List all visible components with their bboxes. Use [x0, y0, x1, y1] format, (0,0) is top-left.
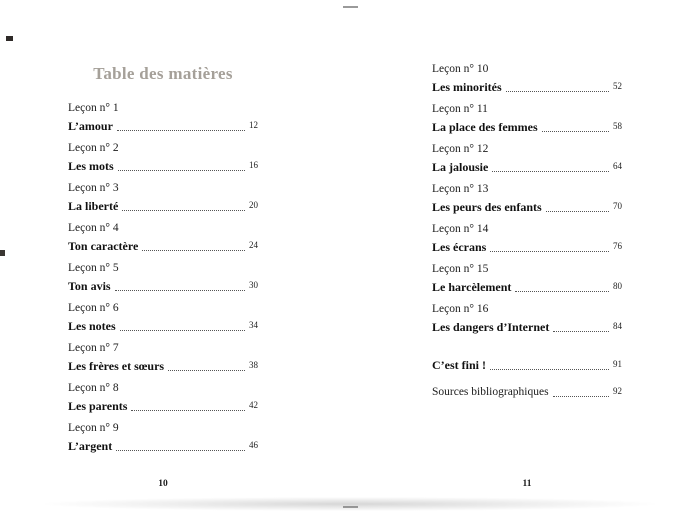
dotted-leader: [553, 331, 609, 332]
toc-entry: [432, 182, 622, 215]
toc-entry-lesson-label: Leçon n° 14: [432, 223, 489, 235]
toc-extra-page-number: 92: [613, 386, 622, 396]
dotted-leader: [117, 130, 245, 131]
toc-entry: [68, 181, 258, 214]
toc-entry-title: La place des femmes: [432, 120, 538, 134]
toc-entry-lesson-label: Leçon n° 3: [68, 182, 119, 194]
left-page-folio: 10: [158, 479, 168, 489]
toc-entry-page-number: 52: [613, 81, 622, 91]
dotted-leader: [492, 171, 609, 172]
toc-entry-page-number: 42: [249, 400, 258, 410]
toc-extra-title: Sources bibliographiques: [432, 386, 549, 398]
toc-entry-title: Ton caractère: [68, 239, 139, 253]
right-page-folio: 11: [522, 479, 532, 489]
toc-title: Table des matières: [93, 64, 233, 83]
toc-entry-title: Les mots: [68, 159, 114, 173]
dotted-leader: [553, 396, 609, 397]
dotted-leader: [506, 91, 609, 92]
toc-entry-title: L’amour: [68, 119, 113, 133]
toc-entry: [68, 101, 258, 134]
toc-entry-lesson-label: Leçon n° 10: [432, 63, 489, 75]
toc-entry-lesson-label: Leçon n° 8: [68, 382, 119, 394]
toc-entry-title: L’argent: [68, 439, 113, 453]
dotted-leader: [131, 410, 245, 411]
toc-entry: [432, 222, 622, 255]
toc-entry-lesson-label: Leçon n° 7: [68, 342, 119, 354]
toc-entry-title: Les minorités: [432, 80, 502, 94]
dotted-leader: [490, 369, 609, 370]
toc-entry-page-number: 70: [613, 201, 622, 211]
toc-entry-page-number: 24: [249, 240, 258, 250]
dotted-leader: [115, 290, 245, 291]
dotted-leader: [546, 211, 609, 212]
toc-entry-lesson-label: Leçon n° 4: [68, 222, 119, 234]
dotted-leader: [116, 450, 245, 451]
right-page-extras: [432, 357, 622, 411]
toc-entry: [68, 141, 258, 174]
toc-entry-page-number: 38: [249, 360, 258, 370]
toc-entry-lesson-label: Leçon n° 12: [432, 143, 489, 155]
toc-entry-page-number: 58: [613, 121, 622, 131]
toc-entry: [68, 341, 258, 374]
toc-entry-lesson-label: Leçon n° 9: [68, 422, 119, 434]
dotted-leader: [120, 330, 245, 331]
dotted-leader: [142, 250, 245, 251]
toc-entry-page-number: 80: [613, 281, 622, 291]
left-page: [68, 0, 258, 513]
toc-entry: [68, 421, 258, 454]
toc-entry-lesson-label: Leçon n° 1: [68, 102, 119, 114]
dotted-leader: [122, 210, 245, 211]
toc-entry-title: Les parents: [68, 399, 128, 413]
toc-entry-page-number: 46: [249, 440, 258, 450]
toc-entry: [432, 62, 622, 95]
toc-entry: [432, 142, 622, 175]
toc-entry-lesson-label: Leçon n° 11: [432, 103, 488, 115]
toc-entry: [432, 262, 622, 295]
toc-extra-title: C’est fini !: [432, 358, 486, 372]
toc-entry: [432, 302, 622, 335]
toc-entry-title: Les dangers d’Internet: [432, 320, 550, 334]
toc-entry-page-number: 76: [613, 241, 622, 251]
dotted-leader: [118, 170, 245, 171]
toc-entry: [68, 221, 258, 254]
toc-entry-lesson-label: Leçon n° 6: [68, 302, 119, 314]
toc-entry-lesson-label: Leçon n° 16: [432, 303, 489, 315]
toc-entry-page-number: 64: [613, 161, 622, 171]
right-page: [432, 0, 622, 513]
toc-entry-title: Le harcèlement: [432, 280, 512, 294]
toc-entry-title: Les peurs des enfants: [432, 200, 542, 214]
toc-entry-page-number: 12: [249, 120, 258, 130]
toc-extra-entry: [432, 357, 622, 373]
dotted-leader: [168, 370, 245, 371]
toc-entry-page-number: 20: [249, 200, 258, 210]
toc-entry-page-number: 84: [613, 321, 622, 331]
toc-extra-entry: [432, 384, 622, 400]
right-page-entries: [432, 62, 622, 342]
toc-entry-title: La jalousie: [432, 160, 489, 174]
toc-entry-page-number: 34: [249, 320, 258, 330]
toc-entry: [68, 261, 258, 294]
toc-entry-page-number: 30: [249, 280, 258, 290]
left-page-entries: [68, 101, 258, 461]
toc-entry-lesson-label: Leçon n° 2: [68, 142, 119, 154]
toc-extra-page-number: 91: [613, 359, 622, 369]
toc-entry-title: Les frères et sœurs: [68, 359, 165, 373]
dotted-leader: [515, 291, 609, 292]
toc-entry: [68, 381, 258, 414]
dotted-leader: [542, 131, 609, 132]
toc-entry-title: Les notes: [68, 319, 116, 333]
toc-entry-title: La liberté: [68, 199, 119, 213]
toc-entry-lesson-label: Leçon n° 5: [68, 262, 119, 274]
trim-mark-top: [343, 6, 358, 8]
toc-entry-lesson-label: Leçon n° 13: [432, 183, 489, 195]
toc-entry-title: Les écrans: [432, 240, 487, 254]
dotted-leader: [490, 251, 609, 252]
toc-entry-lesson-label: Leçon n° 15: [432, 263, 489, 275]
edge-tick-top: [6, 36, 13, 41]
toc-entry: [432, 102, 622, 135]
toc-entry: [68, 301, 258, 334]
toc-entry-title: Ton avis: [68, 279, 111, 293]
toc-entry-page-number: 16: [249, 160, 258, 170]
edge-tick-mid: [0, 250, 5, 256]
